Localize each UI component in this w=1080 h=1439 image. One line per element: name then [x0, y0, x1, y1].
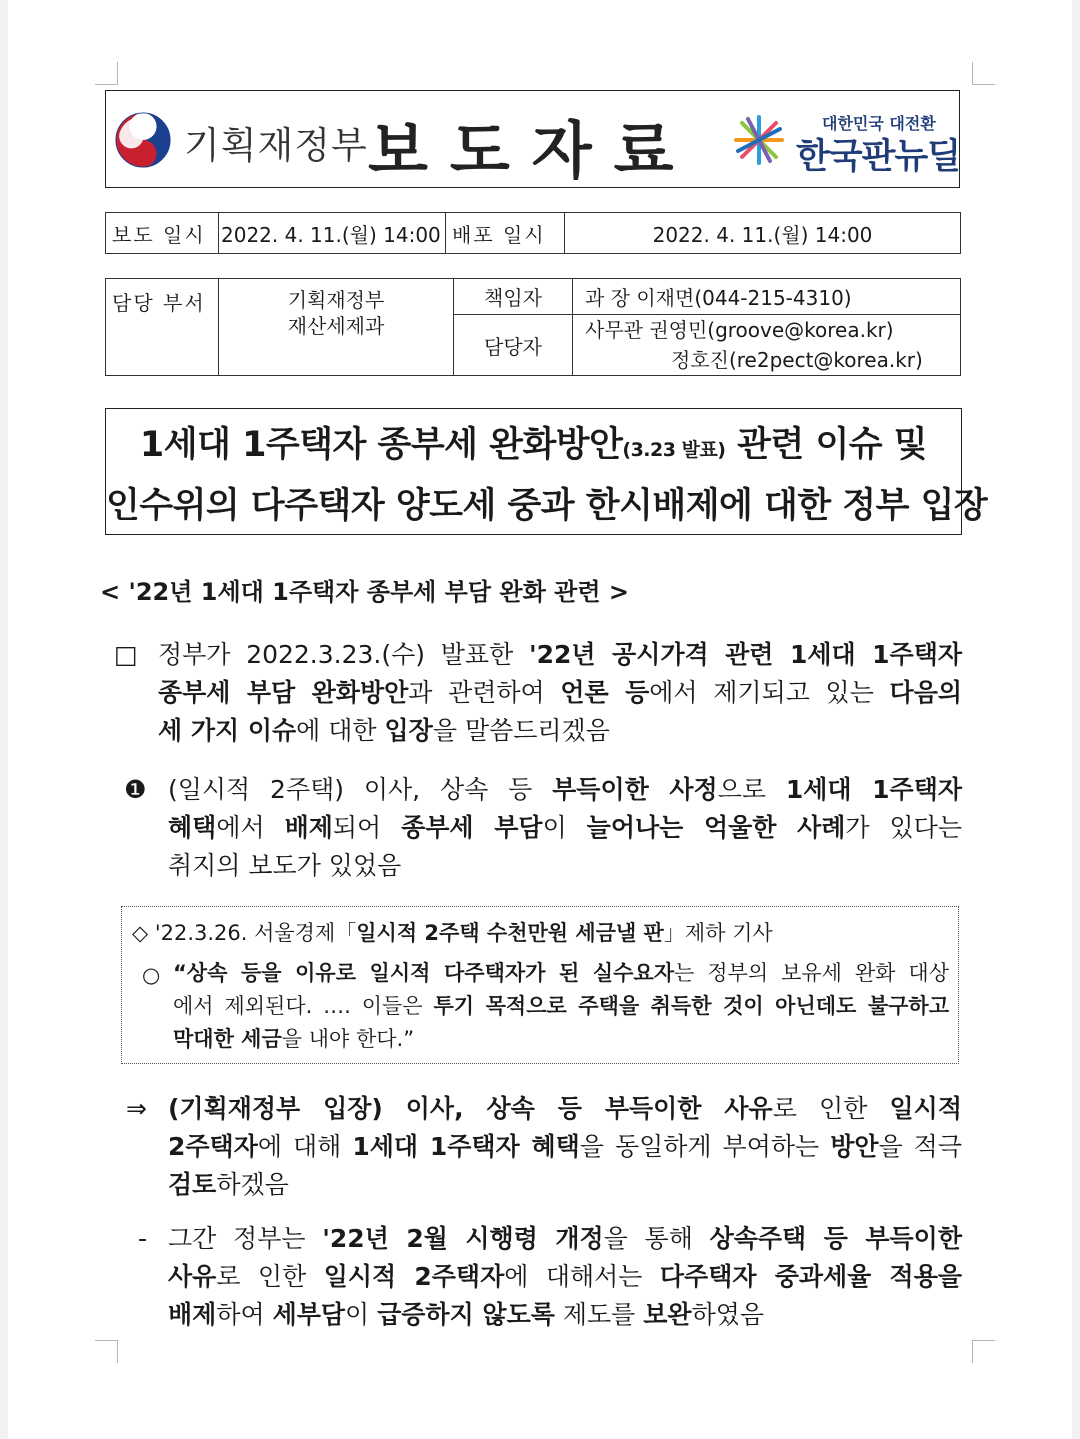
press-quote-box	[121, 906, 959, 1064]
headline-part-2: 관련 이슈 및	[725, 425, 928, 465]
detail-line-3: 배제하여 세부담이 급증하지 않도록 제도를 보완하였음	[168, 1300, 765, 1329]
quote-text	[173, 957, 949, 1056]
headline-part-1: 1세대 1주택자 종부세 완화방안	[139, 425, 623, 465]
number-one-bullet-icon: ❶	[124, 775, 147, 804]
department-value	[219, 279, 454, 376]
issue-1-paragraph	[168, 771, 962, 885]
arrow-bullet-icon: ⇒	[126, 1094, 147, 1123]
staff-label: 담당자	[454, 315, 573, 376]
korean-new-deal-logo-icon	[732, 113, 786, 167]
crop-mark-bottom-left	[95, 1340, 118, 1363]
department-label: 담당 부서	[106, 279, 219, 376]
press-release-header	[105, 90, 960, 188]
responsible-label: 책임자	[454, 279, 573, 315]
responsible-value: 과 장 이재면(044-215-4310)	[573, 279, 961, 315]
ministry-name: 기획재정부	[184, 124, 368, 167]
department-line-1: 기획재정부	[287, 288, 385, 312]
department-line-2: 재산세제과	[287, 314, 385, 338]
press-time-label: 보도 일시	[106, 213, 219, 254]
checkbox-bullet-icon: □	[114, 640, 138, 669]
crop-mark-top-right	[972, 62, 995, 85]
intro-line-3: 세 가지 이슈에 대한 입장을 말씀드리겠음	[158, 716, 610, 745]
press-time-value: 2022. 4. 11.(월) 14:00	[219, 213, 446, 254]
section-heading: < '22년 1세대 1주택자 종부세 부담 완화 관련 >	[100, 578, 629, 606]
issue-1-line-1: (일시적 2주택) 이사, 상속 등 부득이한 사정으로 1세대 1주택자	[168, 775, 962, 804]
intro-line-1: 정부가 2022.3.23.(수) 발표한 '22년 공시가격 관련 1세대 1주택자	[158, 640, 962, 669]
quote-line-2: 에서 제외된다. …. 이들은 투기 목적으로 주택을 취득한 것이 아닌데도 불구하고	[173, 994, 949, 1018]
intro-paragraph	[158, 636, 962, 750]
distribution-time-label: 배포 일시	[446, 213, 565, 254]
korea-government-emblem-icon	[114, 111, 172, 169]
position-line-2: 2주택자에 대해 1세대 1주택자 혜택을 동일하게 부여하는 방안을 적극	[168, 1132, 962, 1161]
issue-1-line-2: 혜택에서 배제되어 종부세 부담이 늘어나는 억울한 사례가 있다는	[168, 813, 962, 842]
detail-paragraph	[168, 1220, 962, 1334]
new-deal-name: 한국판뉴딜	[796, 137, 961, 177]
intro-line-2: 종부세 부담 완화방안과 관련하여 언론 등에서 제기되고 있는 다음의	[158, 678, 962, 707]
quote-source: ◇ '22.3.26. 서울경제「일시적 2주택 수천만원 세금낼 판」제하 기사	[132, 921, 773, 945]
staff-value	[573, 315, 961, 376]
headline-line-2: 인수위의 다주택자 양도세 중과 한시배제에 대한 정부 입장	[106, 486, 988, 526]
staff-contact-1: 사무관 권영민(groove@korea.kr)	[585, 318, 894, 342]
press-release-title: 보도자료	[368, 114, 696, 187]
staff-contact-2: 정호진(re2pect@korea.kr)	[671, 348, 923, 372]
quote-line-1: “상속 등을 이유로 일시적 다주택자가 된 실수요자는 정부의 보유세 완화 대상	[173, 961, 949, 985]
position-line-1: (기획재정부 입장) 이사, 상속 등 부득이한 사유로 인한 일시적	[168, 1094, 962, 1123]
release-time-table	[105, 212, 961, 254]
issue-1-line-3: 취지의 보도가 있었음	[168, 851, 402, 880]
quote-bullet-icon: ○	[142, 963, 161, 987]
crop-mark-bottom-right	[972, 1340, 995, 1363]
dash-bullet-icon: -	[138, 1224, 148, 1253]
detail-line-2: 사유로 인한 일시적 2주택자에 대해서는 다주택자 중과세율 적용을	[168, 1262, 962, 1291]
release-headline	[105, 408, 988, 535]
headline-line-1	[106, 417, 961, 478]
contact-table	[105, 278, 961, 376]
ministry-position-paragraph	[168, 1090, 962, 1204]
detail-line-1: 그간 정부는 '22년 2월 시행령 개정을 통해 상속주택 등 부득이한	[168, 1224, 962, 1253]
distribution-time-value: 2022. 4. 11.(월) 14:00	[565, 213, 961, 254]
position-line-3: 검토하겠음	[168, 1170, 289, 1199]
headline-date-note: (3.23 발표)	[622, 439, 726, 461]
new-deal-slogan: 대한민국 대전환	[822, 114, 936, 133]
quote-line-3: 막대한 세금을 내야 한다.”	[173, 1027, 415, 1051]
crop-mark-top-left	[95, 62, 118, 85]
